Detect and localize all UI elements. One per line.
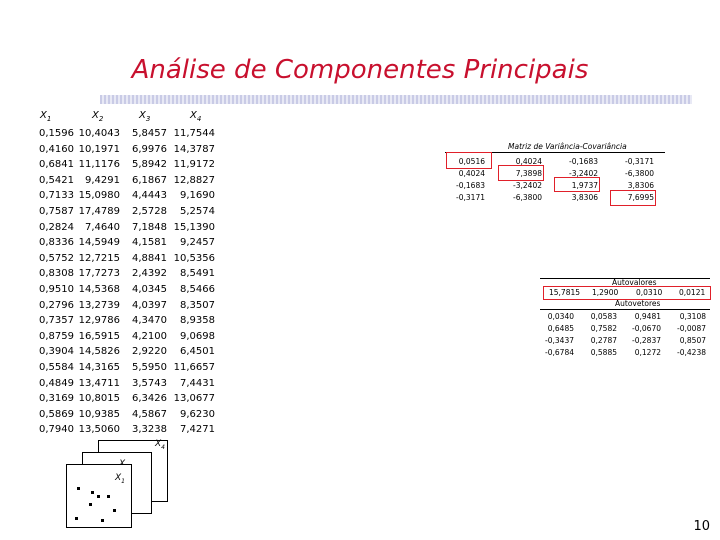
table-cell: 0,9510 — [39, 283, 74, 295]
table-cell: 10,4043 — [78, 128, 120, 139]
table-cell: 0,8308 — [39, 268, 74, 280]
table-cell: 8,3507 — [180, 299, 215, 311]
table-cell: 4,2100 — [132, 330, 167, 342]
table-cell: 0,7133 — [39, 190, 74, 202]
eigenvector-cell: 0,1272 — [634, 348, 661, 357]
table-cell: 0,5421 — [39, 174, 74, 186]
scatter-point — [77, 487, 80, 490]
eigenvector-cell: 0,0340 — [547, 312, 574, 321]
covariance-cell: 1,9737 — [571, 181, 598, 190]
table-cell: 0,7357 — [39, 315, 74, 327]
highlight-box-eigenvalues — [543, 286, 711, 300]
table-cell: 0,3904 — [39, 346, 74, 358]
scatter-point — [101, 519, 104, 522]
stacked-variable-cards — [60, 440, 180, 530]
table-cell: 0,3169 — [39, 393, 74, 405]
card-x4-label: $X_4$ — [155, 439, 165, 451]
covariance-title: Matriz de Variância-Covariância — [508, 142, 627, 151]
table-cell: 0,5752 — [39, 252, 74, 264]
eigenvector-cell: 0,0583 — [590, 312, 617, 321]
eigenvector-cell: 0,9481 — [634, 312, 661, 321]
table-cell: 9,4291 — [85, 174, 120, 186]
scatter-point — [107, 495, 110, 498]
covariance-cell: -6,3800 — [513, 193, 542, 202]
table-cell: 2,9220 — [132, 346, 167, 358]
table-cell: 10,8015 — [78, 393, 120, 405]
table-cell: 9,6230 — [180, 408, 215, 420]
scatter-point — [91, 491, 94, 494]
table-cell: 5,8457 — [132, 128, 167, 139]
table-cell: 4,1581 — [132, 237, 167, 249]
table-cell: 5,2574 — [180, 205, 215, 217]
covariance-cell: 0,4024 — [515, 157, 542, 166]
table-cell: 12,7215 — [78, 252, 120, 264]
table-cell: 16,5915 — [78, 330, 120, 342]
scatter-point — [113, 509, 116, 512]
table-cell: 4,4443 — [132, 190, 167, 202]
scatter-point — [75, 517, 78, 520]
table-cell: 0,5869 — [39, 408, 74, 420]
table-cell: 8,5491 — [180, 268, 215, 280]
table-cell: 11,6657 — [173, 361, 215, 373]
title-underline-bar — [100, 95, 692, 104]
table-cell: 4,0397 — [132, 299, 167, 311]
table-cell: 6,4501 — [180, 346, 215, 358]
covariance-cell: -0,3171 — [625, 157, 654, 166]
col-header-x2: $X_2$ — [92, 110, 104, 123]
table-cell: 0,6841 — [39, 159, 74, 171]
scatter-point — [97, 495, 100, 498]
eigenvector-cell: 0,7582 — [590, 324, 617, 333]
table-cell: 14,5368 — [78, 283, 120, 295]
eigenvector-cell: -0,0670 — [632, 324, 661, 333]
col-header-x1: $X_1$ — [40, 110, 52, 123]
table-cell: 8,5466 — [180, 283, 215, 295]
eigenvector-cell: -0,3437 — [545, 336, 574, 345]
table-cell: 5,8942 — [132, 159, 167, 171]
covariance-cell: -0,1683 — [456, 181, 485, 190]
eigenvalue-4: 0,0121 — [679, 288, 706, 297]
table-cell: 13,4711 — [78, 377, 120, 389]
col-header-x3: $X_3$ — [139, 110, 151, 123]
table-cell: 10,9385 — [78, 408, 120, 420]
covariance-cell: -0,3171 — [456, 193, 485, 202]
table-cell: 7,4271 — [180, 424, 215, 436]
highlight-box-variance-1 — [446, 152, 492, 169]
table-cell: 0,2824 — [39, 221, 74, 233]
table-cell: 0,1596 — [39, 128, 74, 139]
table-cell: 8,9358 — [180, 315, 215, 327]
table-cell: 15,1390 — [173, 221, 215, 233]
table-cell: 14,3787 — [173, 143, 215, 155]
eigenvector-cell: -0,0087 — [677, 324, 706, 333]
table-cell: 0,8759 — [39, 330, 74, 342]
table-cell: 13,5060 — [78, 424, 120, 436]
table-cell: 9,2457 — [180, 237, 215, 249]
table-cell: 2,4392 — [132, 268, 167, 280]
table-cell: 12,8827 — [173, 174, 215, 186]
slide-title: Análise de Componentes Principais — [131, 55, 589, 85]
table-cell: 10,5356 — [173, 252, 215, 264]
scatter-point — [89, 503, 92, 506]
highlight-box-variance-4 — [610, 190, 656, 206]
eigenvector-cell: 0,2787 — [590, 336, 617, 345]
table-cell: 13,2739 — [78, 299, 120, 311]
table-cell: 6,3426 — [132, 393, 167, 405]
covariance-cell: 7,6995 — [627, 193, 654, 202]
eigenvalue-2: 1,2900 — [592, 288, 619, 297]
table-cell: 0,4160 — [39, 143, 74, 155]
table-cell: 0,5584 — [39, 361, 74, 373]
eigenvector-cell: 0,5885 — [590, 348, 617, 357]
table-cell: 14,5826 — [78, 346, 120, 358]
table-cell: 12,9786 — [78, 315, 120, 327]
highlight-box-variance-2 — [498, 165, 544, 181]
table-cell: 4,5867 — [132, 408, 167, 420]
table-cell: 4,8841 — [132, 252, 167, 264]
col-header-x4: $X_4$ — [190, 110, 202, 123]
table-cell: 6,1867 — [132, 174, 167, 186]
table-cell: 10,1971 — [78, 143, 120, 155]
covariance-cell: -0,1683 — [569, 157, 598, 166]
eigenvalue-1: 15,7815 — [549, 288, 581, 297]
table-cell: 11,9172 — [173, 159, 215, 171]
table-cell: 11,7544 — [173, 128, 215, 139]
covariance-cell: 3,8306 — [627, 181, 654, 190]
covariance-cell: 3,8306 — [571, 193, 598, 202]
table-cell: 0,7940 — [39, 424, 74, 436]
eigen-mid-rule — [540, 309, 710, 310]
table-cell: 0,2796 — [39, 299, 74, 311]
table-cell: 17,4789 — [78, 205, 120, 217]
card-x1-label: $X_1$ — [115, 473, 125, 485]
table-cell: 6,9976 — [132, 143, 167, 155]
highlight-box-variance-3 — [554, 177, 600, 192]
table-cell: 17,7273 — [78, 268, 120, 280]
covariance-cell: 0,0516 — [458, 157, 485, 166]
covariance-cell: 7,3898 — [515, 169, 542, 178]
table-cell: 2,5728 — [132, 205, 167, 217]
table-cell: 7,1848 — [132, 221, 167, 233]
table-cell: 7,4640 — [85, 221, 120, 233]
table-cell: 3,5743 — [132, 377, 167, 389]
eigenvectors-label: Autovetores — [615, 299, 661, 308]
card-x1 — [66, 464, 132, 528]
eigenvector-cell: 0,8507 — [679, 336, 706, 345]
table-cell: 4,3470 — [132, 315, 167, 327]
eigenvector-cell: -0,6784 — [545, 348, 574, 357]
eigenvalue-3: 0,0310 — [636, 288, 663, 297]
table-cell: 9,0698 — [180, 330, 215, 342]
eigenvector-cell: 0,6485 — [547, 324, 574, 333]
page-number: 10 — [693, 519, 710, 534]
table-cell: 13,0677 — [173, 393, 215, 405]
table-cell: 4,0345 — [132, 283, 167, 295]
covariance-cell: -3,2402 — [569, 169, 598, 178]
table-cell: 0,8336 — [39, 237, 74, 249]
eigenvector-cell: -0,4238 — [677, 348, 706, 357]
table-cell: 0,4849 — [39, 377, 74, 389]
eigenvalues-label: Autovalores — [612, 278, 657, 287]
table-cell: 14,3165 — [78, 361, 120, 373]
covariance-cell: 0,4024 — [458, 169, 485, 178]
covariance-cell: -6,3800 — [625, 169, 654, 178]
table-cell: 7,4431 — [180, 377, 215, 389]
table-cell: 3,3238 — [132, 424, 167, 436]
table-cell: 5,5950 — [132, 361, 167, 373]
covariance-cell: -3,2402 — [513, 181, 542, 190]
table-cell: 9,1690 — [180, 190, 215, 202]
eigenvector-cell: -0,2837 — [632, 336, 661, 345]
table-cell: 11,1176 — [78, 159, 120, 171]
eigenvector-cell: 0,3108 — [679, 312, 706, 321]
table-cell: 15,0980 — [78, 190, 120, 202]
table-cell: 14,5949 — [78, 237, 120, 249]
table-cell: 0,7587 — [39, 205, 74, 217]
